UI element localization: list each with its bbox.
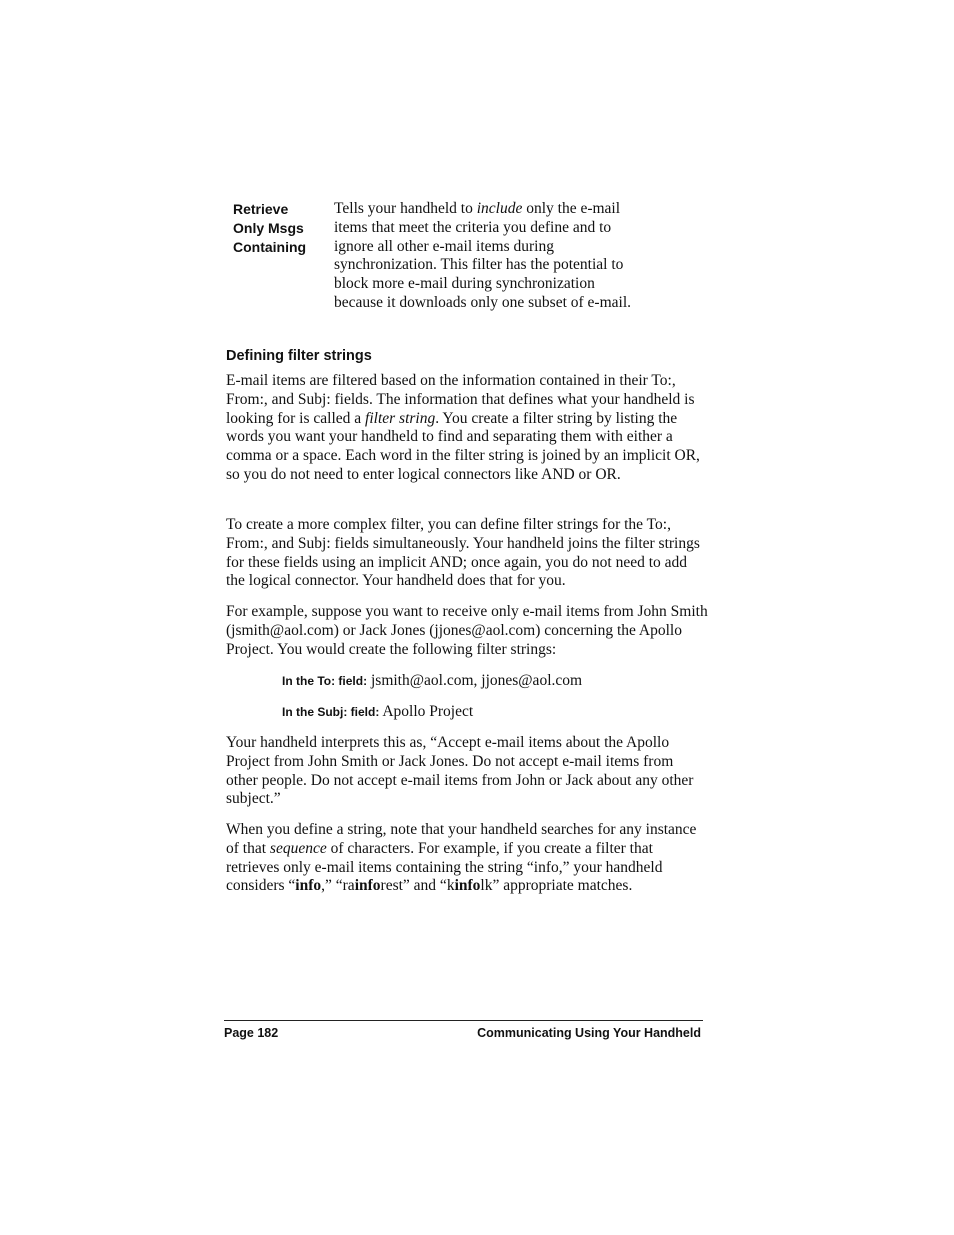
paragraph-emphasis: filter string bbox=[365, 409, 436, 427]
paragraph-text: ,” “ra bbox=[321, 877, 355, 895]
filter-value: jsmith@aol.com, jjones@aol.com bbox=[367, 672, 583, 689]
paragraph-text: . You create a filter string by listing the words you want your handheld to find and separating them with either a comma or a space. Each word in the filter string is joined by an implicit OR, so you do not need to enter logical connectors like AND or OR. bbox=[226, 409, 700, 483]
chapter-title: Communicating Using Your Handheld bbox=[477, 1026, 701, 1040]
definition-description bbox=[334, 200, 634, 313]
paragraph-text: When you define a string, note that your handheld searches for any instance of that bbox=[226, 821, 697, 857]
filter-label: In the To: field: bbox=[282, 674, 368, 688]
footer-divider bbox=[224, 1020, 703, 1021]
definition-emphasis: include bbox=[476, 200, 523, 217]
term-line: Containing bbox=[233, 239, 307, 255]
filter-label: In the Subj: field: bbox=[282, 705, 380, 719]
match-highlight: info bbox=[295, 877, 322, 895]
definition-text: Tells your handheld to bbox=[334, 200, 477, 217]
paragraph-complex-filter: To create a more complex filter, you can define filter strings for the To:, From:, and Subj: fields simultaneously. Your handheld joins the filter strings for these fields using an implicit AND; once again, you do not need to add the logical connector. Your handheld does that for you. bbox=[226, 516, 700, 590]
match-highlight: info bbox=[354, 877, 381, 895]
paragraph-example: For example, suppose you want to receive only e-mail items from John Smith (jsmith@aol.com) or Jack Jones (jjones@aol.com) concerning the Apollo Project. You would create the following filter strings: bbox=[226, 603, 708, 658]
paragraph-sequence bbox=[226, 821, 708, 896]
paragraph-filter-intro bbox=[226, 372, 708, 485]
match-highlight: info bbox=[454, 877, 481, 895]
filter-line-subj bbox=[282, 703, 473, 722]
page-number: Page 182 bbox=[224, 1026, 279, 1040]
paragraph-emphasis: sequence bbox=[269, 839, 327, 857]
term-line: Only Msgs bbox=[233, 220, 304, 236]
paragraph-text: rest” and “k bbox=[380, 877, 455, 895]
paragraph-text: E-mail items are filtered based on the information contained in their To:, From:, and Subj: fields. The information that defines what your handheld is looking for is called a bbox=[226, 372, 695, 427]
paragraph-text: of characters. For example, if you create a filter that retrieves only e-mail items containing the string “info,” your handheld considers “ bbox=[226, 839, 663, 895]
definition-text: only the e-mail items that meet the criteria you define and to ignore all other e-mail items during synchronization. This filter has the potential to block more e-mail during synchronization because it downloads only one subset of e-mail. bbox=[334, 200, 632, 311]
definition-term bbox=[233, 200, 325, 257]
paragraph-interpretation: Your handheld interprets this as, “Accept e-mail items about the Apollo Project from John Smith or Jack Jones. Do not accept e-mail items from other people. Do not accept e-mail items from John or Jack about any other subject.” bbox=[226, 734, 694, 808]
filter-value: Apollo Project bbox=[379, 703, 474, 720]
section-heading: Defining filter strings bbox=[226, 348, 372, 364]
term-line: Retrieve bbox=[233, 201, 289, 217]
paragraph-text: lk” appropriate matches. bbox=[480, 877, 633, 895]
filter-line-to bbox=[282, 672, 582, 691]
